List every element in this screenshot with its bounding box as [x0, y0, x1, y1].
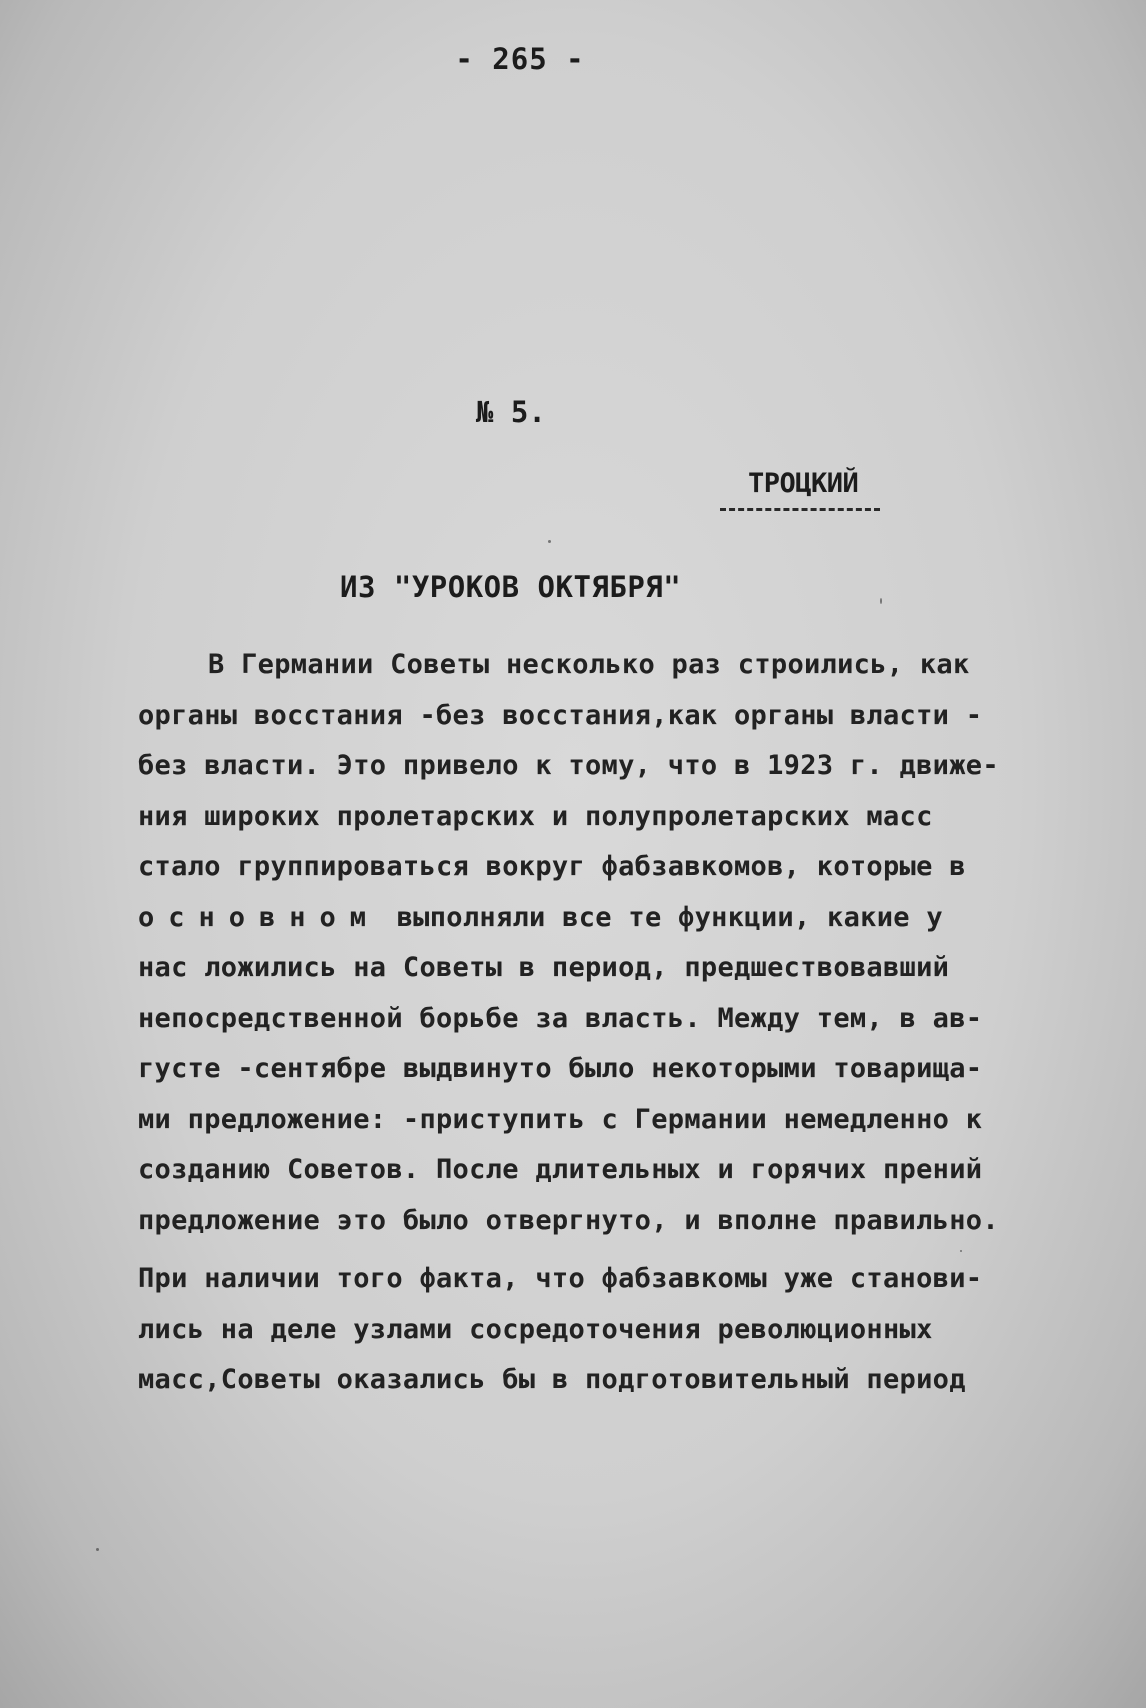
body-line: предложение это было отвергнуто, и вполне правильно. [138, 1204, 999, 1236]
author-underline [720, 508, 880, 511]
bleed-through-text [130, 90, 1010, 490]
spaced-word: основном [138, 901, 381, 933]
body-line: без власти. Это привело к тому, что в 1923 г. движе- [138, 750, 999, 781]
body-line: В Германии Советы несколько раз строились, как [208, 649, 970, 680]
body-line-rest: выполняли все те функции, какие у [396, 901, 943, 933]
author-name: ТРОЦКИЙ [748, 468, 859, 499]
body-line: лись на деле узлами сосредоточения революционных [138, 1313, 933, 1345]
paper-speck [960, 1250, 962, 1252]
body-line: масс,Советы оказались бы в подготовительный период [138, 1364, 966, 1395]
body-line: ми предложение: -приступить с Германии немедленно к [138, 1103, 983, 1135]
paper-speck [880, 598, 882, 604]
paper-speck [96, 1548, 99, 1551]
body-line: нас ложились на Советы в период, предшествовавший [138, 952, 950, 983]
body-line: созданию Советов. После длительных и горячих прений [138, 1154, 983, 1185]
body-line: ния широких пролетарских и полупролетарских масс [138, 800, 933, 832]
body-text [138, 640, 998, 1406]
body-line-spaced [138, 893, 998, 944]
body-line: непосредственной борьбе за власть. Между тем, в ав- [138, 1002, 983, 1034]
body-line: органы восстания -без восстания,как органы власти - [138, 699, 983, 731]
document-title: ИЗ "УРОКОВ ОКТЯБРЯ" [340, 570, 682, 604]
paper-speck [548, 540, 551, 543]
page-number: - 265 - [455, 42, 585, 76]
body-line: При наличии того факта, что фабзавкомы уже станови- [138, 1263, 983, 1294]
body-line: стало группироваться вокруг фабзавкомов, которые в [138, 851, 966, 882]
document-number: № 5. [476, 395, 546, 429]
body-line: густе -сентябре выдвинуто было некоторыми товарища- [138, 1053, 983, 1084]
